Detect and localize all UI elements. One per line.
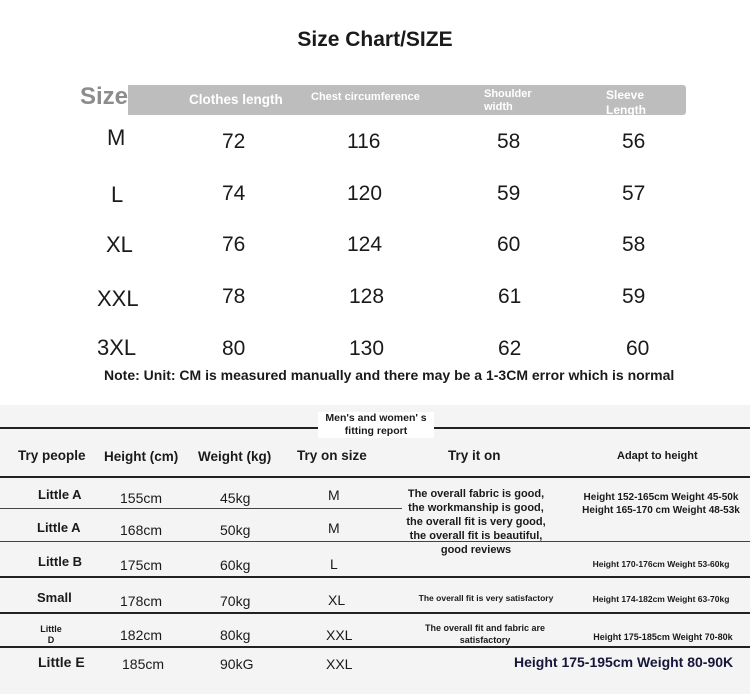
person-weight: 60kg [220,557,251,573]
try-on-comment: The overall fabric is good, the workmanship is good, the overall fit is very good, the overall fit is beautiful, good reviews [406,488,546,556]
divider [0,646,750,648]
person-height: 178cm [120,593,163,609]
column-header: Weight (kg) [198,449,272,464]
person-name: Little A [37,520,81,535]
person-name: Little E [38,654,85,670]
size-value: 72 [222,130,246,153]
size-label: L [111,182,124,207]
measurement-note: Note: Unit: CM is measured manually and there may be a 1-3CM error which is normal [104,367,675,383]
column-header: Height (cm) [104,449,179,464]
person-height: 182cm [120,627,163,643]
person-height: 175cm [120,557,163,573]
divider [0,612,750,614]
size-value: 61 [498,285,522,308]
column-header: Try it on [448,448,501,463]
adapt-height-range: Height 152-165cm Weight 45-50k Height 165-170 cm Weight 48-53k [582,492,740,516]
column-header: Adapt to height [617,450,698,462]
person-weight: 70kg [220,593,251,609]
size-value: 57 [622,182,646,205]
person-size: XXL [326,627,353,643]
size-value: 74 [222,182,246,205]
size-value: 124 [347,233,383,256]
header-chest-circumference: Chest circumference [311,91,420,103]
page-title: Size Chart/SIZE [297,28,453,51]
size-value: 58 [497,130,521,153]
try-on-comment: The overall fit and fabric are satisfactory [424,623,546,645]
size-label: XL [106,232,133,257]
size-value: 60 [497,233,521,256]
column-header: Try people [18,448,86,463]
person-height: 155cm [120,490,163,506]
divider [0,541,750,542]
person-height: 185cm [122,656,165,672]
person-name: Little D [40,624,62,645]
size-label: XXL [97,286,139,311]
adapt-height-range: Height 175-185cm Weight 70-80k [593,632,733,642]
adapt-height-range: Height 174-182cm Weight 63-70kg [592,594,730,604]
size-value: 59 [622,285,646,308]
size-value: 56 [622,130,646,153]
header-sleeve-length: Sleeve Length [606,88,646,117]
header-clothes-length: Clothes length [189,92,283,107]
size-value: 130 [349,337,385,360]
size-value: 76 [222,233,246,256]
divider [0,427,318,429]
size-column-header: Size [80,83,129,110]
size-value: 80 [222,337,246,360]
person-weight: 80kg [220,627,251,643]
person-name: Little A [38,487,82,502]
size-value: 128 [349,285,385,308]
person-name: Little B [38,554,83,569]
adapt-height-range: Height 170-176cm Weight 53-60kg [592,559,730,569]
size-value: 59 [497,182,521,205]
divider [0,576,750,578]
person-size: M [328,487,340,503]
person-name: Small [37,590,72,605]
person-size: XL [328,592,346,608]
divider [0,476,750,478]
size-value: 60 [626,337,650,360]
size-value: 120 [347,182,383,205]
adapt-height-range: Height 175-195cm Weight 80-90K [514,654,734,670]
divider [0,508,402,509]
person-weight: 50kg [220,522,251,538]
person-size: M [328,520,340,536]
size-label: M [107,125,126,150]
size-value: 116 [347,130,381,153]
fitting-report-title: Men's and women' s fitting report [318,412,434,438]
size-value: 62 [498,337,522,360]
size-value: 58 [622,233,646,256]
person-weight: 45kg [220,490,251,506]
try-on-comment: The overall fit is very satisfactory [418,593,554,603]
size-value: 78 [222,285,246,308]
size-label: 3XL [97,335,137,360]
person-weight: 90kG [220,656,254,672]
person-height: 168cm [120,522,163,538]
header-shoulder-width: Shoulder width [484,88,532,113]
person-size: L [330,556,338,572]
person-size: XXL [326,656,353,672]
divider [434,427,750,429]
column-header: Try on size [297,448,367,463]
